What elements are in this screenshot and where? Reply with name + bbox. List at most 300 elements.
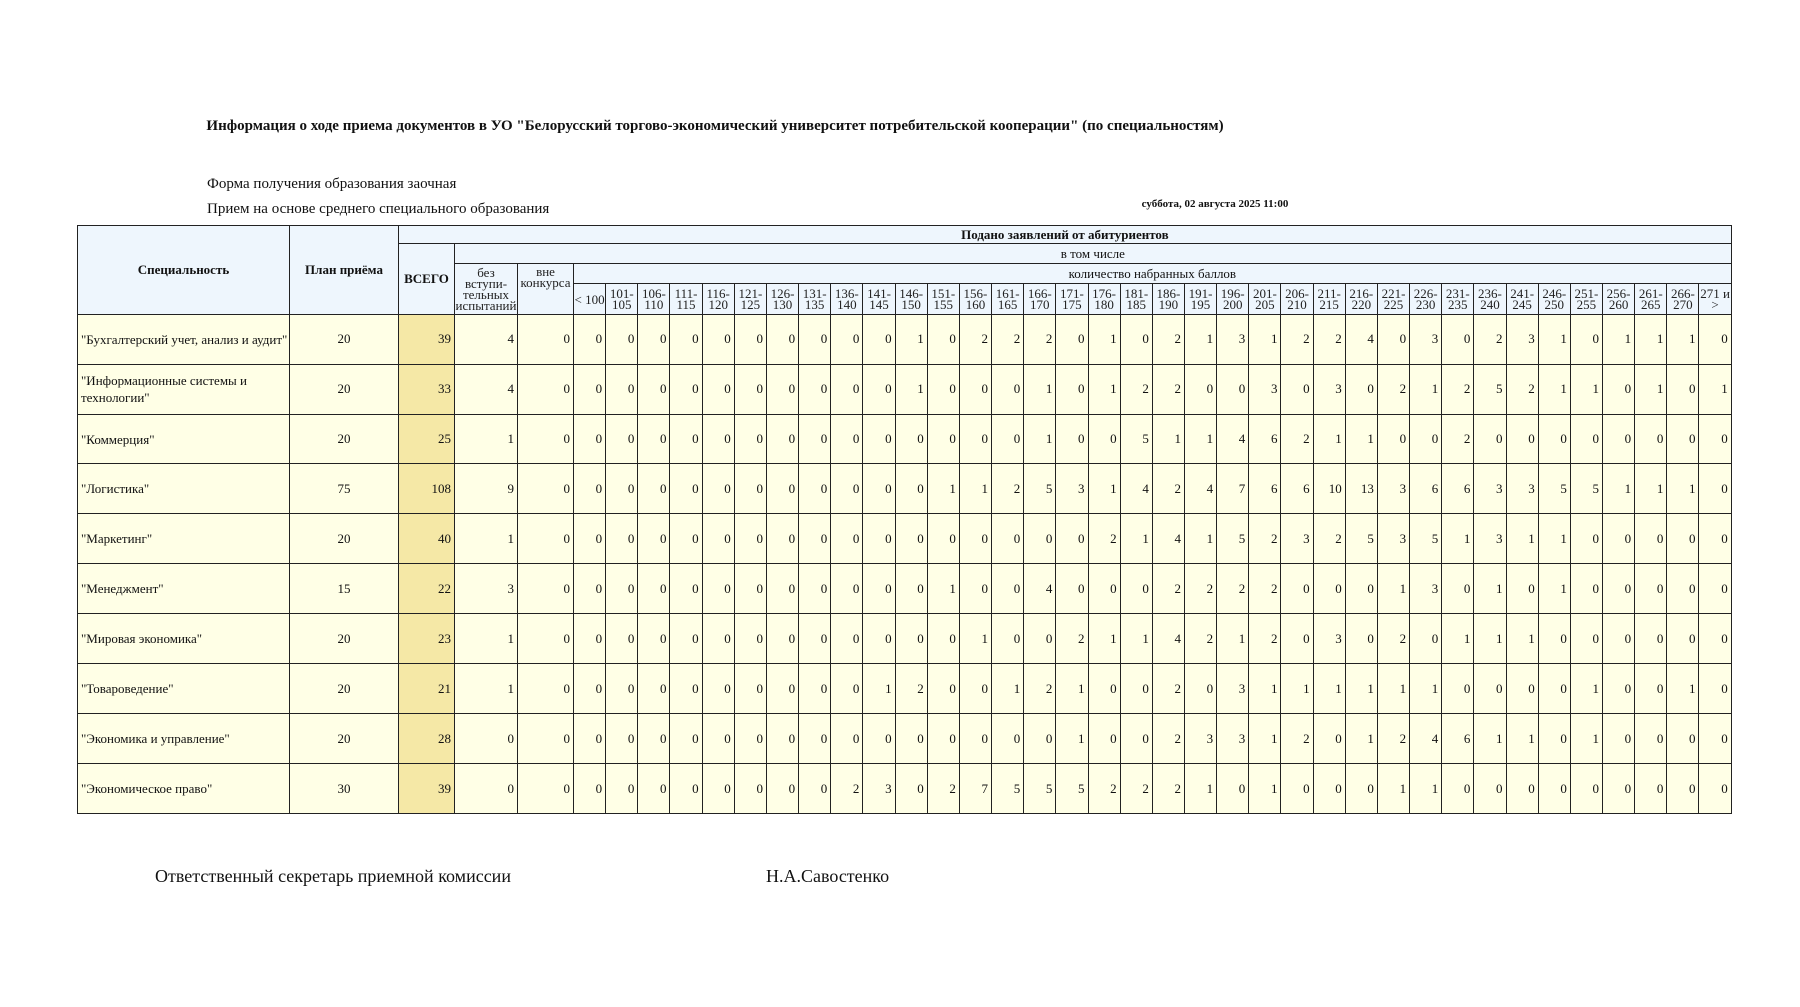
plan-value: 20 (290, 414, 399, 464)
score-count: 2 (1442, 414, 1474, 464)
score-count: 3 (1217, 314, 1249, 364)
score-count: 1 (1345, 714, 1377, 764)
score-count: 0 (734, 364, 766, 414)
score-count: 10 (1313, 464, 1345, 514)
admission-basis: Прием на основе среднего специального образования (207, 201, 550, 217)
score-count: 1 (1570, 364, 1602, 414)
score-count: 2 (1088, 764, 1120, 814)
score-count: 0 (1635, 514, 1667, 564)
score-count: 2 (1474, 314, 1506, 364)
header-no-exams: без вступи-тельных испытаний (455, 265, 517, 313)
score-count: 4 (1217, 414, 1249, 464)
score-count: 0 (1699, 464, 1731, 514)
score-count: 0 (670, 564, 702, 614)
score-count: 2 (1152, 464, 1184, 514)
specialty-name: "Коммерция" (78, 414, 290, 464)
score-range-7: 131-135 (799, 284, 831, 314)
score-range-18: 186-190 (1152, 284, 1184, 314)
score-count: 1 (1474, 564, 1506, 614)
score-count: 1 (1152, 414, 1184, 464)
header-plan: План приёма (290, 226, 399, 315)
score-count: 1 (1024, 414, 1056, 464)
score-count: 0 (1313, 764, 1345, 814)
score-count: 0 (799, 364, 831, 414)
table-row (78, 764, 1732, 814)
score-count: 1 (1377, 664, 1409, 714)
score-range-0: < 100 (574, 284, 606, 314)
score-count: 0 (992, 714, 1024, 764)
score-range-3: 111-115 (670, 284, 702, 314)
score-count: 3 (1184, 714, 1216, 764)
no-exams-value: 1 (455, 514, 518, 564)
score-count: 0 (734, 614, 766, 664)
score-count: 0 (831, 314, 863, 364)
score-count: 0 (670, 314, 702, 364)
score-count: 0 (799, 464, 831, 514)
out-of-competition-value: 0 (518, 364, 574, 414)
score-count: 2 (1442, 364, 1474, 414)
score-count: 0 (1217, 364, 1249, 414)
score-count: 0 (1667, 564, 1699, 614)
score-count: 1 (959, 614, 991, 664)
score-count: 0 (959, 364, 991, 414)
score-count: 1 (1442, 514, 1474, 564)
score-count: 1 (1249, 314, 1281, 364)
score-count: 0 (1024, 714, 1056, 764)
score-count: 0 (1345, 614, 1377, 664)
score-count: 3 (1474, 514, 1506, 564)
score-count: 0 (863, 314, 895, 364)
score-count: 2 (1152, 764, 1184, 814)
specialty-name: "Мировая экономика" (78, 614, 290, 664)
score-range-27: 231-235 (1442, 284, 1474, 314)
score-count: 0 (992, 364, 1024, 414)
score-count: 0 (1667, 414, 1699, 464)
score-count: 0 (1377, 314, 1409, 364)
score-count: 1 (1345, 414, 1377, 464)
score-count: 1 (1667, 664, 1699, 714)
score-count: 1 (895, 364, 927, 414)
score-count: 0 (638, 614, 670, 664)
signature-label: Ответственный секретарь приемной комиссии (155, 866, 511, 886)
score-count: 0 (1635, 714, 1667, 764)
score-count: 0 (1377, 414, 1409, 464)
report-date: суббота, 02 августа 2025 11:00 (1141, 198, 1289, 210)
score-count: 1 (1184, 514, 1216, 564)
score-count: 0 (1699, 664, 1731, 714)
score-count: 1 (1024, 364, 1056, 414)
score-count: 0 (1570, 514, 1602, 564)
score-count: 0 (927, 514, 959, 564)
header-specialty: Специальность (78, 226, 290, 315)
score-count: 4 (1120, 464, 1152, 514)
score-count: 1 (1056, 664, 1088, 714)
header-scores: количество набранных баллов (574, 264, 1732, 284)
score-count: 13 (1345, 464, 1377, 514)
score-count: 0 (1506, 764, 1538, 814)
score-count: 1 (1538, 564, 1570, 614)
score-count: 2 (1506, 364, 1538, 414)
score-count: 0 (734, 464, 766, 514)
score-count: 0 (574, 714, 606, 764)
score-count: 5 (1570, 464, 1602, 514)
score-count: 0 (895, 714, 927, 764)
score-count: 3 (863, 764, 895, 814)
score-count: 0 (895, 564, 927, 614)
score-count: 0 (1699, 414, 1731, 464)
score-count: 0 (959, 714, 991, 764)
score-count: 0 (1281, 614, 1313, 664)
score-count: 1 (1184, 764, 1216, 814)
score-count: 1 (1410, 764, 1442, 814)
score-count: 0 (1635, 664, 1667, 714)
score-count: 5 (992, 764, 1024, 814)
score-count: 1 (1699, 364, 1731, 414)
score-count: 0 (1570, 614, 1602, 664)
score-count: 3 (1281, 514, 1313, 564)
out-of-competition-value: 0 (518, 414, 574, 464)
score-count: 0 (1088, 564, 1120, 614)
score-count: 0 (1120, 564, 1152, 614)
score-count: 1 (1635, 464, 1667, 514)
score-count: 0 (1667, 514, 1699, 564)
plan-value: 15 (290, 564, 399, 614)
score-count: 0 (1184, 664, 1216, 714)
admission-table (77, 225, 1732, 814)
score-count: 2 (1120, 364, 1152, 414)
score-count: 0 (1088, 714, 1120, 764)
score-count: 0 (959, 414, 991, 464)
score-count: 0 (895, 764, 927, 814)
score-count: 0 (1345, 564, 1377, 614)
score-count: 0 (606, 614, 638, 664)
score-count: 3 (1217, 664, 1249, 714)
score-range-17: 181-185 (1120, 284, 1152, 314)
score-count: 1 (1667, 464, 1699, 514)
score-count: 0 (799, 764, 831, 814)
score-count: 0 (1088, 664, 1120, 714)
score-count: 1 (1313, 414, 1345, 464)
score-count: 1 (1570, 664, 1602, 714)
score-count: 0 (638, 664, 670, 714)
score-count: 1 (992, 664, 1024, 714)
score-range-8: 136-140 (831, 284, 863, 314)
score-range-24: 216-220 (1345, 284, 1377, 314)
score-count: 0 (863, 714, 895, 764)
score-count: 0 (863, 514, 895, 564)
score-count: 0 (895, 514, 927, 564)
score-count: 0 (734, 414, 766, 464)
score-count: 0 (1603, 714, 1635, 764)
score-count: 1 (1603, 314, 1635, 364)
score-count: 0 (766, 364, 798, 414)
score-count: 6 (1249, 464, 1281, 514)
score-count: 2 (1313, 514, 1345, 564)
score-count: 5 (1410, 514, 1442, 564)
score-count: 2 (1217, 564, 1249, 614)
header-including: в том числе (455, 244, 1732, 264)
total-value: 39 (399, 314, 455, 364)
score-count: 0 (831, 364, 863, 414)
signature-name: Н.А.Савостенко (766, 866, 890, 886)
plan-value: 20 (290, 314, 399, 364)
score-count: 0 (1603, 764, 1635, 814)
no-exams-value: 1 (455, 414, 518, 464)
score-count: 0 (606, 414, 638, 464)
score-range-14: 166-170 (1024, 284, 1056, 314)
score-count: 0 (831, 714, 863, 764)
no-exams-value: 3 (455, 564, 518, 614)
score-count: 0 (1635, 564, 1667, 614)
score-count: 0 (574, 614, 606, 664)
score-count: 0 (574, 664, 606, 714)
score-count: 0 (734, 514, 766, 564)
score-count: 0 (799, 664, 831, 714)
score-range-12: 156-160 (959, 284, 991, 314)
score-count: 0 (895, 614, 927, 664)
score-count: 5 (1345, 514, 1377, 564)
score-count: 0 (1699, 614, 1731, 664)
score-count: 2 (1377, 714, 1409, 764)
plan-value: 20 (290, 514, 399, 564)
score-count: 0 (799, 514, 831, 564)
score-count: 0 (1442, 314, 1474, 364)
score-count: 0 (702, 764, 734, 814)
score-count: 0 (638, 364, 670, 414)
score-count: 2 (1152, 564, 1184, 614)
total-value: 22 (399, 564, 455, 614)
score-range-13: 161-165 (992, 284, 1024, 314)
score-count: 2 (1281, 714, 1313, 764)
score-count: 2 (1024, 314, 1056, 364)
score-count: 0 (638, 414, 670, 464)
score-count: 0 (766, 714, 798, 764)
score-count: 3 (1410, 564, 1442, 614)
score-count: 0 (1088, 414, 1120, 464)
score-count: 2 (1377, 614, 1409, 664)
score-count: 6 (1410, 464, 1442, 514)
score-count: 0 (574, 314, 606, 364)
score-count: 0 (670, 464, 702, 514)
score-count: 1 (1377, 564, 1409, 614)
score-count: 0 (670, 764, 702, 814)
score-count: 0 (606, 364, 638, 414)
score-count: 1 (1281, 664, 1313, 714)
table-row (78, 314, 1732, 364)
score-count: 5 (1024, 464, 1056, 514)
score-count: 0 (1410, 614, 1442, 664)
score-count: 0 (1184, 364, 1216, 414)
score-range-1: 101-105 (606, 284, 638, 314)
score-count: 3 (1217, 714, 1249, 764)
plan-value: 20 (290, 614, 399, 664)
score-count: 0 (1538, 714, 1570, 764)
score-range-33: 261-265 (1635, 284, 1667, 314)
score-count: 0 (574, 364, 606, 414)
score-range-25: 221-225 (1377, 284, 1409, 314)
score-count: 0 (1506, 564, 1538, 614)
score-count: 1 (1345, 664, 1377, 714)
score-count: 2 (1249, 514, 1281, 564)
score-count: 0 (670, 414, 702, 464)
score-count: 2 (1377, 364, 1409, 414)
form-of-study: Форма получения образования заочная (207, 176, 457, 192)
score-count: 0 (702, 514, 734, 564)
score-count: 2 (831, 764, 863, 814)
score-range-28: 236-240 (1474, 284, 1506, 314)
score-count: 1 (1442, 614, 1474, 664)
score-range-26: 226-230 (1410, 284, 1442, 314)
score-range-11: 151-155 (927, 284, 959, 314)
score-count: 1 (1506, 714, 1538, 764)
score-range-4: 116-120 (702, 284, 734, 314)
plan-value: 20 (290, 364, 399, 414)
score-count: 0 (734, 764, 766, 814)
score-count: 0 (766, 314, 798, 364)
out-of-competition-value: 0 (518, 664, 574, 714)
score-count: 0 (1603, 564, 1635, 614)
score-count: 1 (1538, 364, 1570, 414)
score-count: 0 (831, 414, 863, 464)
out-of-competition-value: 0 (518, 314, 574, 364)
table-row (78, 414, 1732, 464)
out-of-competition-value: 0 (518, 714, 574, 764)
score-count: 1 (1088, 314, 1120, 364)
score-count: 0 (606, 714, 638, 764)
score-count: 1 (1184, 414, 1216, 464)
score-count: 0 (1056, 414, 1088, 464)
specialty-name: "Маркетинг" (78, 514, 290, 564)
score-count: 2 (1313, 314, 1345, 364)
score-count: 0 (1474, 414, 1506, 464)
score-count: 1 (1570, 714, 1602, 764)
score-count: 2 (1249, 614, 1281, 664)
score-count: 0 (606, 764, 638, 814)
score-count: 5 (1217, 514, 1249, 564)
total-value: 23 (399, 614, 455, 664)
score-count: 0 (1699, 514, 1731, 564)
score-count: 3 (1249, 364, 1281, 414)
score-count: 0 (1635, 614, 1667, 664)
score-count: 3 (1474, 464, 1506, 514)
score-count: 0 (799, 714, 831, 764)
score-count: 1 (927, 464, 959, 514)
score-count: 0 (799, 564, 831, 614)
score-count: 0 (766, 514, 798, 564)
score-count: 1 (927, 564, 959, 614)
score-count: 0 (799, 614, 831, 664)
document-title: Информация о ходе приема документов в УО "Белорусский торгово-экономический университет потребительской кооперации" (по специальностям) (206, 118, 1224, 134)
score-count: 1 (1088, 464, 1120, 514)
score-count: 0 (766, 764, 798, 814)
score-count: 1 (863, 664, 895, 714)
score-count: 3 (1506, 464, 1538, 514)
no-exams-value: 9 (455, 464, 518, 514)
score-range-23: 211-215 (1313, 284, 1345, 314)
score-count: 1 (1088, 364, 1120, 414)
score-count: 0 (1313, 714, 1345, 764)
score-count: 0 (895, 464, 927, 514)
score-count: 5 (1538, 464, 1570, 514)
score-count: 2 (1152, 314, 1184, 364)
score-count: 0 (606, 314, 638, 364)
score-count: 0 (734, 564, 766, 614)
score-count: 1 (1056, 714, 1088, 764)
score-count: 0 (1538, 614, 1570, 664)
score-count: 0 (895, 414, 927, 464)
table-row (78, 714, 1732, 764)
score-count: 0 (702, 414, 734, 464)
score-count: 0 (1506, 414, 1538, 464)
score-count: 0 (1667, 714, 1699, 764)
score-count: 0 (574, 564, 606, 614)
score-count: 0 (574, 764, 606, 814)
score-count: 0 (1024, 614, 1056, 664)
score-count: 5 (1474, 364, 1506, 414)
score-count: 0 (670, 714, 702, 764)
score-range-31: 251-255 (1570, 284, 1602, 314)
score-count: 0 (638, 314, 670, 364)
score-count: 0 (831, 564, 863, 614)
score-count: 1 (1474, 614, 1506, 664)
score-count: 0 (1410, 414, 1442, 464)
score-count: 0 (1120, 664, 1152, 714)
score-count: 1 (1635, 364, 1667, 414)
score-count: 0 (1667, 614, 1699, 664)
score-count: 2 (1056, 614, 1088, 664)
score-count: 0 (992, 414, 1024, 464)
score-count: 0 (1442, 664, 1474, 714)
score-count: 5 (1120, 414, 1152, 464)
score-count: 0 (638, 514, 670, 564)
score-count: 2 (1249, 564, 1281, 614)
score-count: 0 (1667, 764, 1699, 814)
score-count: 0 (1635, 764, 1667, 814)
score-range-19: 191-195 (1184, 284, 1216, 314)
total-value: 39 (399, 764, 455, 814)
score-count: 0 (992, 614, 1024, 664)
table-row (78, 464, 1732, 514)
score-range-10: 146-150 (895, 284, 927, 314)
score-count: 0 (959, 664, 991, 714)
total-value: 108 (399, 464, 455, 514)
score-count: 1 (1120, 614, 1152, 664)
specialty-name: "Экономическое право" (78, 764, 290, 814)
score-count: 0 (1056, 364, 1088, 414)
score-count: 0 (702, 464, 734, 514)
score-count: 0 (927, 314, 959, 364)
score-count: 0 (927, 414, 959, 464)
score-count: 0 (927, 614, 959, 664)
score-range-29: 241-245 (1506, 284, 1538, 314)
score-count: 0 (863, 414, 895, 464)
score-range-30: 246-250 (1538, 284, 1570, 314)
score-count: 0 (734, 664, 766, 714)
score-count: 4 (1152, 514, 1184, 564)
score-count: 0 (766, 664, 798, 714)
score-count: 1 (1184, 314, 1216, 364)
score-count: 0 (863, 614, 895, 664)
specialty-name: "Менеджмент" (78, 564, 290, 614)
score-count: 0 (927, 714, 959, 764)
score-range-34: 266-270 (1667, 284, 1699, 314)
score-count: 0 (992, 514, 1024, 564)
score-count: 1 (1088, 614, 1120, 664)
score-count: 0 (1024, 514, 1056, 564)
score-count: 0 (863, 564, 895, 614)
score-count: 0 (702, 614, 734, 664)
score-count: 2 (992, 314, 1024, 364)
